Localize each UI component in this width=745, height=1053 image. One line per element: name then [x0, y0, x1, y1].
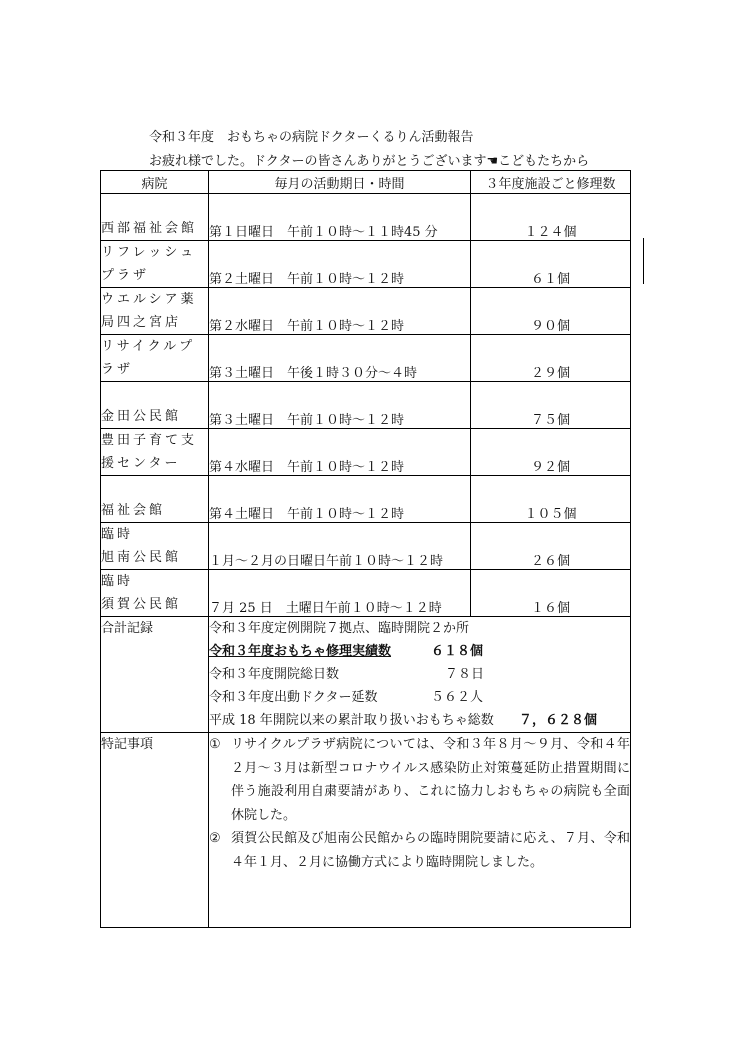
table-row — [101, 335, 631, 382]
hospital-name — [101, 429, 209, 476]
summary-body — [209, 617, 631, 733]
hospital-name — [101, 382, 209, 429]
summary-value: ５６２人 — [431, 690, 484, 705]
column-header-hospital: 病院 — [101, 171, 209, 194]
hospital-name — [101, 523, 209, 570]
repair-count-cell: ６１個 — [471, 241, 631, 288]
repair-count-cell: ２９個 — [471, 335, 631, 382]
column-header-schedule: 毎月の活動期日・時間 — [209, 171, 471, 194]
hospital-name-line: 臨時 — [101, 574, 134, 589]
note-item — [209, 733, 630, 827]
table-row — [101, 194, 631, 241]
hospital-name-line: 福祉会館 — [101, 503, 166, 518]
schedule-cell: 第３土曜日 午後１時３０分～４時 — [209, 335, 471, 382]
hospital-name — [101, 570, 209, 617]
hospital-name-line — [101, 476, 208, 499]
summary-value: ６１８個 — [431, 644, 484, 659]
summary-line — [209, 663, 630, 686]
note-text: リサイクルプラザ病院については、令和３年８月～９月、令和４年２月～３月は新型コロナウイルス感染防止対策蔓延防止措置期間に伴う施設利用自粛要請があり、これに協力しおもちゃの病院も全面休院した。 — [231, 737, 630, 823]
repair-count-cell: ９２個 — [471, 429, 631, 476]
hospital-name-line: 西部福祉会館 — [101, 221, 198, 236]
table-row — [101, 288, 631, 335]
summary-line — [209, 709, 630, 732]
table-row — [101, 382, 631, 429]
hospital-name — [101, 335, 209, 382]
hospital-name — [101, 476, 209, 523]
note-item — [209, 827, 630, 874]
report-title: 令和３年度 おもちゃの病院ドクターくるりん活動報告 — [149, 130, 474, 145]
hospital-name — [101, 241, 209, 288]
summary-value: ７８日 — [445, 667, 485, 682]
hospital-name-line — [101, 382, 208, 405]
report-subtitle: お疲れ様でした。ドクターの皆さんありがとうございます☚こどもたちから — [149, 154, 590, 169]
schedule-cell: ７月 25 日 土曜日午前１０時～１２時 — [209, 570, 471, 617]
schedule-cell: 第２水曜日 午前１０時～１２時 — [209, 288, 471, 335]
hospital-name-line: ラザ — [101, 362, 134, 377]
hospital-name-line: リサイクルプ — [101, 339, 196, 354]
hospital-name-line: 局四之宮店 — [101, 315, 182, 330]
hospital-name — [101, 288, 209, 335]
repair-count-cell: ７５個 — [471, 382, 631, 429]
hospital-name-line: 金田公民館 — [101, 409, 182, 424]
schedule-cell: 第４土曜日 午前１０時～１２時 — [209, 476, 471, 523]
repair-count-cell: １６個 — [471, 570, 631, 617]
note-number: ① — [209, 737, 221, 752]
hospital-name-line — [101, 194, 208, 217]
hospital-name-line: プラザ — [101, 268, 150, 283]
summary-value: ７，６２８個 — [519, 713, 598, 728]
notes-label: 特記事項 — [101, 733, 209, 928]
table-row — [101, 429, 631, 476]
hospital-name-line: 旭南公民館 — [101, 550, 182, 565]
schedule-cell: 第２土曜日 午前１０時～１２時 — [209, 241, 471, 288]
summary-line — [209, 617, 630, 640]
table-row — [101, 476, 631, 523]
repair-count-cell: １０５個 — [471, 476, 631, 523]
repair-count-cell: ９０個 — [471, 288, 631, 335]
summary-text: 平成 18 年開院以来の累計取り扱いおもちゃ総数 — [209, 713, 494, 728]
note-text: 須賀公民館及び旭南公民館からの臨時開院要請に応え、７月、令和４年１月、２月に協働方式により臨時開院しました。 — [231, 831, 630, 870]
repair-count-cell: １２４個 — [471, 194, 631, 241]
note-number: ② — [209, 831, 221, 846]
table-body — [101, 194, 631, 617]
hospital-name-line: ウエルシア薬 — [101, 292, 197, 307]
table-row — [101, 523, 631, 570]
repair-count-cell: ２６個 — [471, 523, 631, 570]
summary-text: 令和３年度定例開院７拠点、臨時開院２か所 — [209, 621, 470, 636]
hospital-name-line: 須賀公民館 — [101, 597, 182, 612]
margin-mark — [643, 238, 644, 284]
table-row — [101, 570, 631, 617]
summary-label: 合計記録 — [101, 617, 209, 733]
schedule-cell: １月～２月の日曜日午前１０時～１２時 — [209, 523, 471, 570]
hospital-name-line: 豊田子育て支 — [101, 433, 198, 448]
schedule-cell: 第１日曜日 午前１０時～１１時45 分 — [209, 194, 471, 241]
hospital-name-line: リフレッシュ — [101, 245, 197, 260]
table-row — [101, 241, 631, 288]
summary-text: 令和３年度おもちゃ修理実績数 — [209, 644, 392, 659]
column-header-repair-count: ３年度施設ごと修理数 — [471, 171, 631, 194]
hospital-name-line: 臨時 — [101, 527, 134, 542]
summary-text: 令和３年度出動ドクター延数 — [209, 690, 378, 705]
activity-table — [100, 170, 631, 928]
summary-line — [209, 686, 630, 709]
hospital-name-line: 援センター — [101, 456, 181, 471]
hospital-name — [101, 194, 209, 241]
schedule-cell: 第４水曜日 午前１０時～１２時 — [209, 429, 471, 476]
schedule-cell: 第３土曜日 午前１０時～１２時 — [209, 382, 471, 429]
summary-line — [209, 640, 630, 663]
notes-body — [209, 733, 631, 928]
summary-text: 令和３年度開院総日数 — [209, 667, 340, 682]
